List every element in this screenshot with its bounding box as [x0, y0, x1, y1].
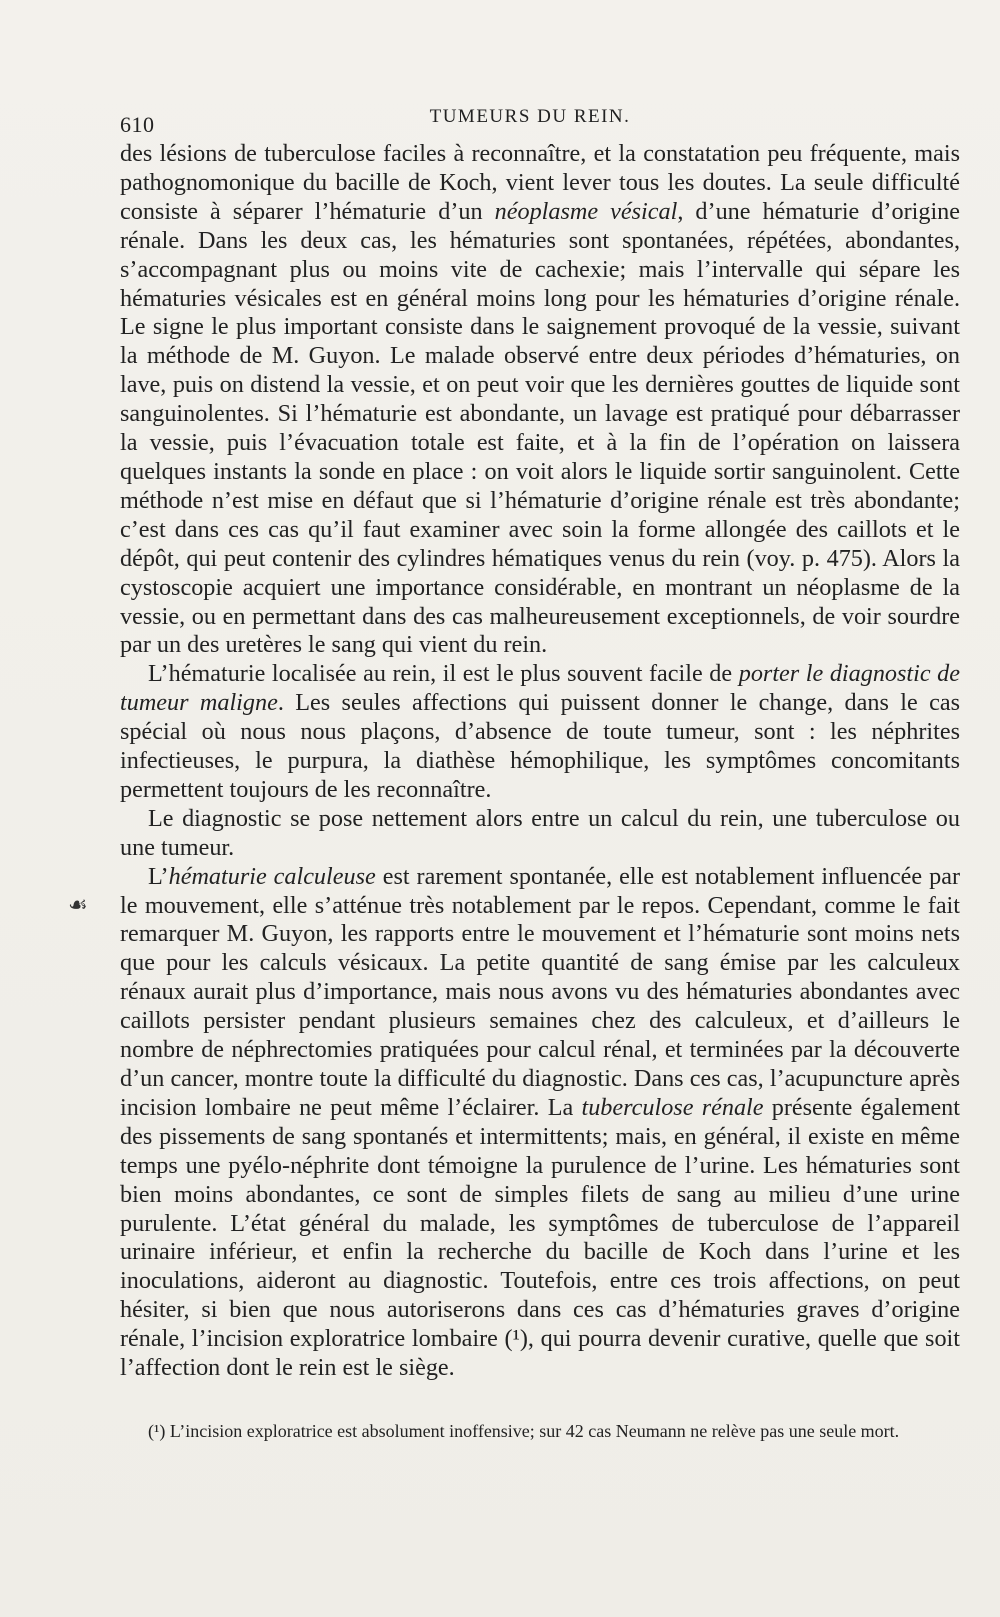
paragraph-1	[120, 140, 960, 660]
text-run: L’	[148, 862, 169, 890]
italic-term: néoplasme vésical	[494, 197, 678, 225]
main-text	[120, 140, 960, 1383]
footnote	[148, 1420, 948, 1442]
paragraph-2	[120, 660, 960, 805]
text-run: présente également des pissements de sang spontanés et intermittents; mais, en général, il existe en même temps une pyélo-néphrite dont témoigne la purulence de l’urine. Les hématuries sont bien moins abondantes, ce sont de simples filets de sang au milieu d’une urine purulente. L’état général du malade, les symptômes de tuberculose de l’appareil urinaire inférieur, et enfin la recherche du bacille de Koch dans l’urine et les inoculations, aideront au diagnostic. Toutefois, entre ces trois affections, on peut hésiter, si bien que nous autoriserons dans ces cas d’hématuries graves d’origine rénale, l’incision exploratrice lombaire (¹), qui pourra devenir curative, quelle que soit l’affection dont le rein est le siège.	[120, 1093, 960, 1382]
footnote-text: (¹) L’incision exploratrice est absolument inoffensive; sur 42 cas Neumann ne relève pas une seule mort.	[148, 1421, 900, 1441]
paragraph-4	[120, 863, 960, 1383]
italic-term: porter le diagnostic de tumeur maligne	[120, 660, 961, 717]
text-run: des lésions de tuberculose faciles à reconnaître, et la constatation peu fréquente, mais pathognomonique du bacille de Koch, vient lever tous les doutes. La seule difficulté consiste à séparer l’hématurie d’un	[120, 140, 960, 225]
running-title: TUMEURS DU REIN.	[429, 106, 631, 127]
margin-mark-icon: ☙	[68, 892, 88, 917]
italic-term: hématurie calculeuse	[168, 862, 376, 890]
text-run: est rarement spontanée, elle est notablement influencée par le mouvement, elle s’atténue très notablement par le repos. Cependant, comme le fait remarquer M. Guyon, les rapports entre le mouvement et l’hématurie sont moins nets que pour les calculs vésicaux. La petite quantité de sang émise par les calculeux rénaux aurait plus d’importance, mais nous avons vu des hématuries abondantes avec caillots persister pendant plusieurs semaines chez des calculeux, et d’ailleurs le nombre de néphrectomies pratiquées pour calcul rénal, et terminées par la découverte d’un cancer, montre toute la difficulté du diagnostic. Dans ces cas, l’acupuncture après incision lombaire ne peut même l’éclairer. La	[120, 862, 960, 1121]
page-number: 610	[120, 112, 155, 137]
page-header	[120, 104, 940, 137]
text-run: L’hématurie localisée au rein, il est le plus souvent facile de	[148, 660, 739, 688]
text-run: . Les seules affections qui puissent donner le change, dans le cas spécial où nous nous plaçons, d’absence de toute tumeur, sont : les néphrites infectieuses, le purpura, la diathèse hémophilique, les symptômes concomitants permettent toujours de les reconnaître.	[120, 689, 960, 803]
text-run: , d’une hématurie d’origine rénale. Dans les deux cas, les hématuries sont spontanées, répétées, abondantes, s’accompagnant plus ou moins vite de cachexie; mais l’intervalle qui sépare les hématuries vésicales est en général moins long pour les hématuries d’origine rénale. Le signe le plus important consiste dans le saignement provoqué de la vessie, suivant la méthode de M. Guyon. Le malade observé entre deux périodes d’hématuries, on lave, puis on distend la vessie, et on peut voir que les dernières gouttes de liquide sont sanguinolentes. Si l’hématurie est abondante, un lavage est pratiqué pour débarrasser la vessie, puis l’évacuation totale est faite, et à la fin de l’opération on laissera quelques instants la sonde en place : on voit alors le liquide sortir sanguinolent. Cette méthode n’est mise en défaut que si l’hématurie d’origine rénale est très abondante; c’est dans ces cas qu’il faut examiner avec soin la forme allongée des caillots et le dépôt, qui peut contenir des cylindres hématiques venus du rein (voy. p. 475). Alors la cystoscopie acquiert une importance considérable, en montrant un néoplasme de la vessie, ou en permettant dans des cas malheureusement exceptionnels, de voir sourdre par un des uretères le sang qui vient du rein.	[120, 197, 960, 659]
paragraph-3: Le diagnostic se pose nettement alors entre un calcul du rein, une tuberculose ou une tumeur.	[120, 804, 960, 861]
italic-term: tuberculose rénale	[581, 1093, 764, 1121]
